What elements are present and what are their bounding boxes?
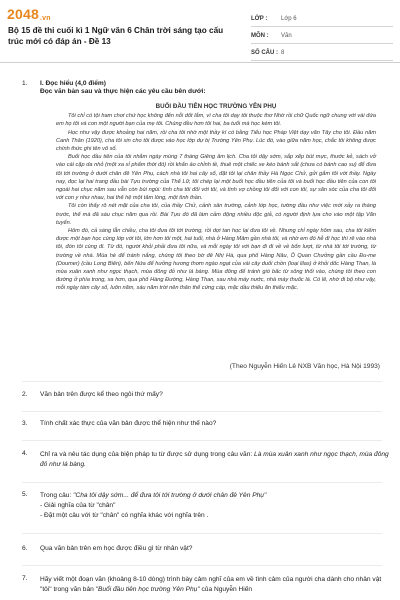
passage-paragraph: Tôi chỉ có tội ham chơi chứ học không đến nỗi dốt lắm, vì cha tôi dạy tôi thuộc thơ Nhờ rồi chữ Quốc ngữ chung với vài đứa em họ tôi và con một người bạn của mẹ tôi. Chúng đều hơn tôi hai, ba tuổi mà học kém tôi.	[56, 113, 376, 128]
reading-passage	[56, 103, 376, 293]
question-number: 7.	[22, 575, 28, 582]
passage-source: (Theo Nguyễn Hiến Lê NXB Văn học, Hà Nội 1993)	[229, 363, 380, 370]
question-separator	[22, 533, 382, 534]
question-number: 1.	[22, 80, 28, 87]
passage-title: BUỔI ĐẦU TIÊN HỌC TRƯỜNG YÊN PHỤ	[155, 103, 277, 110]
quoted-title: "Buổi đầu tiên học trường Yên Phụ"	[95, 586, 200, 593]
question-prompt	[40, 491, 390, 501]
question-number: 6.	[22, 545, 28, 552]
question-body	[40, 80, 390, 96]
logo-suffix: .vn	[39, 15, 51, 22]
question-text: Trong câu:	[40, 492, 74, 499]
passage-paragraph: Hôm đó, cả sáng lẫn chiều, cha tôi đưa tôi tới trường, rồi dợi tan học lại đưa tôi về. Nhưng chỉ ngày hôm sau, cha tôi kiếm được một bạn học cùng lớp với tôi, lớn hơn tôi một, hai tuổi, nhà ở Hàng Mâm gần nhà tôi, và nhờ em đó hễ đi học thì rẽ vào nhà tôi, đón tôi cùng đi. Từ đó, người khỏi phải đưa tôi nữa, và mỗi ngày tôi với bạn đi đi về về bốn lượt, từ nhà tôi tới trường, từ trường về nhà. Mùa hè để tránh nắng, chúng tôi theo bờ đê Nhị Hà, qua phố Hàng Nâu, Ô Quan Chưởng gần cầu Đu-me (Doumer) (cầu Long Biên), bến Nứa để hưởng hương thơm ngào ngạt của vài cây duối chồn (loại lilas) ở khỏi dốc Hàng Than, là mùa xuân xanh như ngọc thạch, mùa đông đỏ như lá bàng. Mùa đông để tránh gió bấc từ sông thổi vào, chúng tôi theo con đường ở phía trong, xa hơn, qua phố Hàng Đường, Hàng Than, sau nhà máy nước, nhà máy thuốc lá. Có lẽ, nhờ đi bộ như vậy, mỗi ngày tám cây số, luôn năm, sáu năm trời nên thân thể cứng cáp, mặc dầu thiếu ăn thiếu mặc.	[56, 228, 376, 292]
question-number: 4.	[22, 450, 28, 457]
instruction: Đọc văn bản sau và thực hiện các yêu cầu bên dưới:	[40, 88, 206, 95]
meta-value: Lớp 6	[281, 16, 297, 22]
sub-task: - Giải nghĩa của từ "chân"	[40, 502, 116, 509]
question-text: Qua văn bản trên em học được điều gì từ nhân vật?	[40, 545, 193, 552]
meta-label: MÔN :	[251, 33, 269, 39]
question-number: 5.	[22, 491, 28, 498]
question-text-end: của Nguyễn Hiến	[199, 586, 253, 593]
question-separator	[22, 565, 382, 566]
sub-task: - Đặt một câu với từ "chân" có nghĩa khác với nghĩa trên .	[40, 512, 209, 519]
meta-label: SỐ CÂU :	[251, 50, 278, 56]
question-text: Hãy viết một đoạn văn (khoảng 8-10 dòng) trình bày cảm nghĩ của em về tình cảm của người cha dành cho nhân vật "tôi" trong văn bản	[40, 576, 382, 593]
question-body	[40, 491, 390, 521]
passage-paragraph: Buổi học đầu tiên của tôi nhằm ngày mùng 7 tháng Giêng âm lịch. Cha tôi dậy sớm, sắp xếp bút mực, thước kẻ, sách vở vào cái cặp da nhỏ (một xa xỉ phẩm thời đó) rồi khắn áo chỉnh tề, thuê một chiếc xe kéo bánh sắt (chưa có bánh cao su) để đưa tôi tới trường ở dưới chân đê Yên Phụ, cách nhà tôi hai cây số, đặt tôi lại chân thầy Hà Ngọc Chử, gửi gắm tôi với thầy. Ngày nay, đọc lại hai trang đầu bài Tựu trường của Thế Lữ, tôi chép lại một buổi học đầu tiên của tôi và buổi học đầu tiên của con tôi ngoài hai chục năm sau vẫn còn bùi ngùi: tình cha tôi đối với tôi, và tình vợ chồng tôi đối với con tôi, sự săn sóc của cha tôi đối với con y như nhau, hai thế hệ một tâm lòng, một tình thần.	[56, 154, 376, 202]
header	[0, 0, 400, 62]
question-separator	[22, 482, 382, 483]
logo-text: 2048	[7, 6, 39, 22]
document-meta	[251, 12, 393, 63]
meta-label: LỚP :	[251, 16, 268, 22]
question-separator	[22, 411, 382, 412]
meta-subject	[251, 29, 393, 44]
quoted-sentence: "Cha tôi dậy sớm... để đưa tôi tới trường ở dưới chân đê Yên Phụ"	[73, 492, 267, 499]
question-separator	[22, 440, 382, 441]
question-body	[40, 450, 390, 470]
question-separator	[22, 381, 382, 382]
question-text: Tính chất xác thực của văn bản được thể hiện như thế nào?	[40, 420, 217, 427]
site-logo[interactable]	[7, 6, 51, 22]
question-number: 2.	[22, 391, 28, 398]
question-body	[40, 575, 390, 595]
passage-paragraph: Tôi còn thấy rõ nét mặt của cha tôi, của thầy Chử, cảnh sân trường, cảnh lớp học, tường đầu như việc mới xảy ra tháng trước, thế mà đã sáu chục năm qua rồi. Bài Tựu đó đã làm cảm động nhiều độc giả, có người định lựa cho vào một tập Văn tuyển.	[56, 203, 376, 226]
question-number: 3.	[22, 420, 28, 427]
passage-paragraph: Học như vậy được khoảng hai năm, rồi cha tôi nhờ một thầy kí có bằng Tiểu học Pháp Việt dạy văn Tây cho tôi. Đầu năm Canh Thân (1920), cha tôi xin cho tôi được vào học lớp dự bị Trường Yên Phụ. Lúc đó, vào giữa năm học, chắc tôi không được chính thức ghi tên vô sổ.	[56, 129, 376, 153]
meta-count	[251, 46, 393, 61]
question-text: Chỉ ra và nêu tác dụng của biện pháp tu từ được sử dụng trong câu văn:	[40, 451, 255, 458]
quoted-sentence: Là mùa xuân xanh như ngọc thạch, mùa đông đỏ như lá bàng.	[40, 451, 389, 468]
meta-value: 8	[281, 50, 285, 56]
meta-value: Văn	[281, 33, 292, 39]
meta-grade	[251, 12, 393, 27]
section-heading: I. Đọc hiểu (4,0 điểm)	[40, 80, 106, 87]
document-title: Bộ 15 đề thi cuối kì 1 Ngữ văn 6 Chân trời sáng tạo cấu trúc mới có đáp án - Đề 13	[8, 26, 224, 46]
question-text: Văn bản trên được kể theo ngôi thứ mấy?	[40, 391, 163, 398]
